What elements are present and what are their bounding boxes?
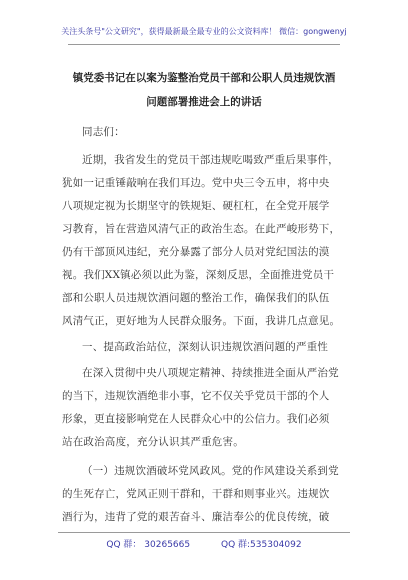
header-note: 关注头条号"公文研究"，获得最新最全最专业的公文资料库！ 微信：gongwenyj bbox=[61, 27, 347, 36]
document-title-line-2: 问题部署推进会上的讲话 bbox=[146, 96, 262, 108]
body-line: 仍有干部顶风违纪，充分暴露了部分人员对党纪国法的漠 bbox=[62, 246, 330, 258]
body-line: 风清气正，更好地为人民群众服务。下面，我讲几点意见。 bbox=[62, 315, 341, 327]
subsection-line: （一）违规饮酒破坏党风政风。党的作风建设关系到党 bbox=[82, 465, 339, 477]
footer-divider bbox=[58, 532, 350, 533]
body-line: 视。我们XX镇必须以此为鉴，深刻反思，全面推进党员干 bbox=[62, 269, 335, 281]
body-line: 酒行为，违背了党的艰苦奋斗、廉洁奉公的优良传统，破 bbox=[62, 511, 330, 523]
body-line: 八项规定视为长期坚守的铁规矩、硬杠杠，在全党开展学 bbox=[62, 200, 330, 212]
body-line: 在深入贯彻中央八项规定精神、持续推进全面从严治党 bbox=[82, 367, 339, 379]
body-line: 部和公职人员违规饮酒问题的整治工作，确保我们的队伍 bbox=[62, 292, 330, 304]
section-heading: 一、提高政治站位，深刻认识违规饮酒问题的严重性 bbox=[82, 341, 329, 353]
footer-qq-group-1: QQ 群： 30265665 bbox=[106, 540, 191, 550]
body-line: 的生死存亡，党风正则干群和，干群和则事业兴。违规饮 bbox=[62, 488, 330, 500]
footer-contacts bbox=[0, 537, 408, 550]
body-line: 形象，更直接影响党在人民群众心中的公信力。我们必须 bbox=[62, 413, 330, 425]
header-divider bbox=[68, 44, 340, 45]
footer-qq-group-2: QQ 群:535304092 bbox=[220, 540, 302, 550]
body-line: 习教育，旨在营造风清气正的政治生态。在此严峻形势下， bbox=[62, 223, 341, 235]
body-line: 犹如一记重锤敲响在我们耳边。党中央三令五申，将中央 bbox=[62, 177, 330, 189]
document-title-line-1: 镇党委书记在以案为鉴整治党员干部和公职人员违规饮酒 bbox=[72, 72, 336, 84]
body-line: 近期，我省发生的党员干部违规吃喝致严重后果事件， bbox=[82, 154, 339, 166]
body-line: 站在政治高度，充分认识其严重危害。 bbox=[62, 436, 244, 448]
body-line: 的当下，违规饮酒绝非小事，它不仅关乎党员干部的个人 bbox=[62, 390, 330, 402]
salutation: 同志们： bbox=[82, 126, 125, 138]
